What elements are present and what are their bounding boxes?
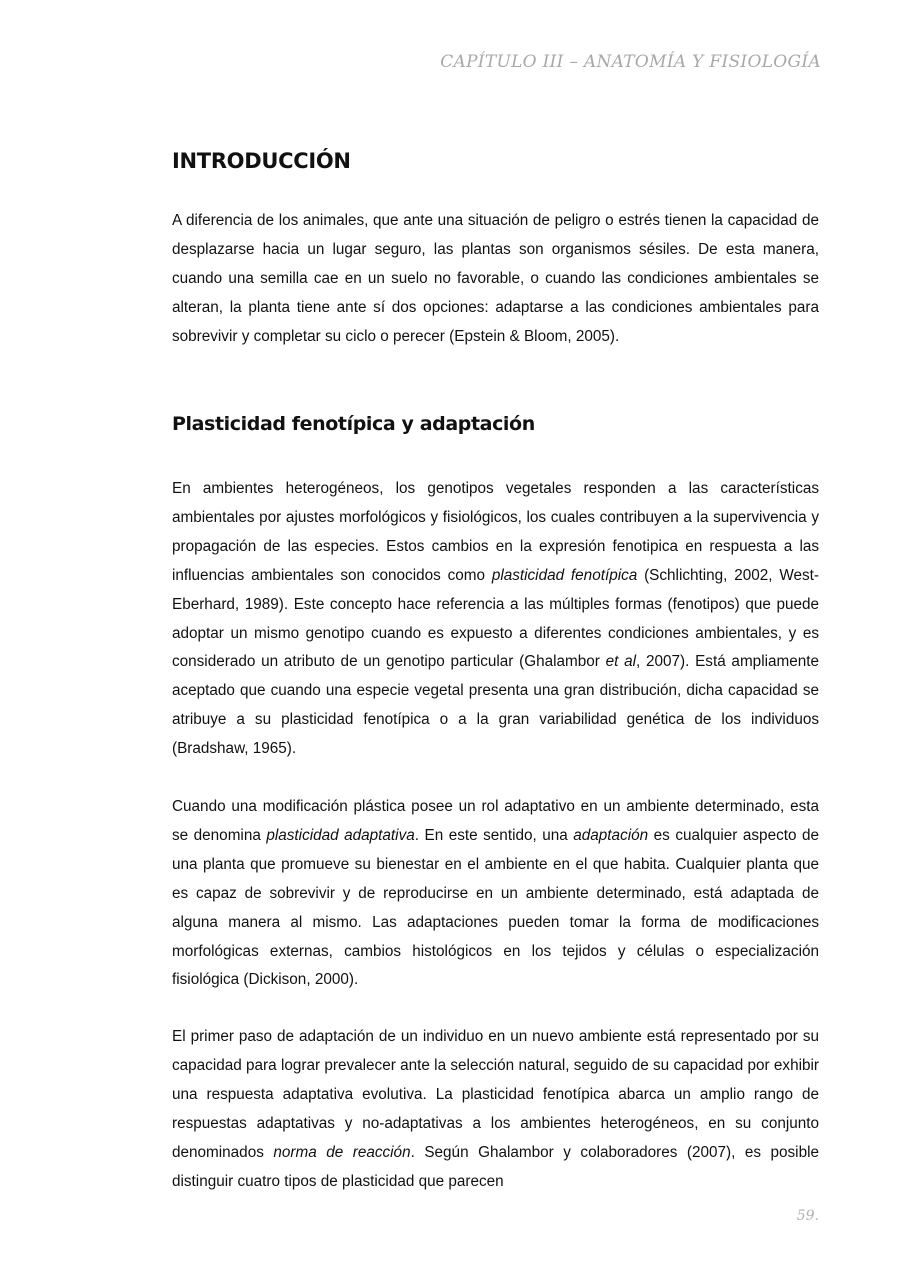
subsection-title-plasticidad: Plasticidad fenotípica y adaptación (172, 413, 535, 435)
text-run: (Schlichting, 2002, West-Eberhard, 1989). Este concepto hace referencia a las múltiples formas (fenotipos) que puede adoptar un mismo genotipo cuando es expuesto a diferentes condiciones ambientales, y es considerado un atributo de un genotipo particular (Ghalambor (172, 566, 819, 671)
plasticity-paragraph-3 (172, 1023, 819, 1196)
text-run: Cuando una modificación plástica posee un rol adaptativo en un ambiente determinado, esta se denomina (172, 798, 819, 844)
text-run: es cualquier aspecto de una planta que promueve su bienestar en el ambiente en el que habita. Cualquier planta que es capaz de sobrevivir y de reproducirse en un ambiente determinado, está adaptada de alguna manera al mismo. Las adaptaciones pueden tomar la forma de modificaciones morfológicas externas, cambios histológicos en los tejidos y células o especialización fisiológica (Dickison, 2000). (172, 826, 820, 989)
running-header: CAPÍTULO III – ANATOMÍA Y FISIOLOGÍA (440, 52, 821, 72)
page-number: 59. (796, 1208, 819, 1224)
italic-term: adaptación (573, 826, 649, 844)
plasticity-paragraph-2 (172, 793, 819, 995)
italic-term: plasticidad adaptativa (266, 826, 415, 844)
plasticity-paragraph-1 (172, 475, 819, 764)
text-run: El primer paso de adaptación de un individuo en un nuevo ambiente está representado por su capacidad para lograr prevalecer ante la selección natural, seguido de su capacidad por exhibir una respuesta adaptativa evolutiva. La plasticidad fenotípica abarca un amplio rango de respuestas adaptativas y no-adaptativas a los ambientes heterogéneos, en su conjunto denominados (172, 1028, 819, 1161)
italic-term: plasticidad fenotípica (491, 566, 638, 584)
italic-term: et al (605, 653, 637, 671)
italic-term: norma de reacción (273, 1143, 411, 1161)
section-title-introduccion: INTRODUCCIÓN (172, 149, 351, 173)
intro-paragraph: A diferencia de los animales, que ante una situación de peligro o estrés tienen la capacidad de desplazarse hacia un lugar seguro, las plantas son organismos sésiles. De esta manera, cuando una semilla cae en un suelo no favorable, o cuando las condiciones ambientales se alteran, la planta tiene ante sí dos opciones: adaptarse a las condiciones ambientales para sobrevivir y completar su ciclo o perecer (Epstein & Bloom, 2005). (172, 212, 819, 345)
text-run: En ambientes heterogéneos, los genotipos vegetales responden a las características ambientales por ajustes morfológicos y fisiológicos, los cuales contribuyen a la supervivencia y propagación de las especies. Estos cambios en la expresión fenotipica en respuesta a las influencias ambientales son conocidos como (172, 480, 819, 584)
text-run: . En este sentido, una (414, 826, 574, 844)
text-run: . Según Ghalambor y colaboradores (2007), es posible distinguir cuatro tipos de plasticidad que parecen (172, 1143, 819, 1190)
text-run: , 2007). Está ampliamente aceptado que cuando una especie vegetal presenta una gran distribución, dicha capacidad se atribuye a su plasticidad fenotípica o a la gran variabilidad genética de los individuos (Bradshaw, 1965). (172, 653, 820, 758)
